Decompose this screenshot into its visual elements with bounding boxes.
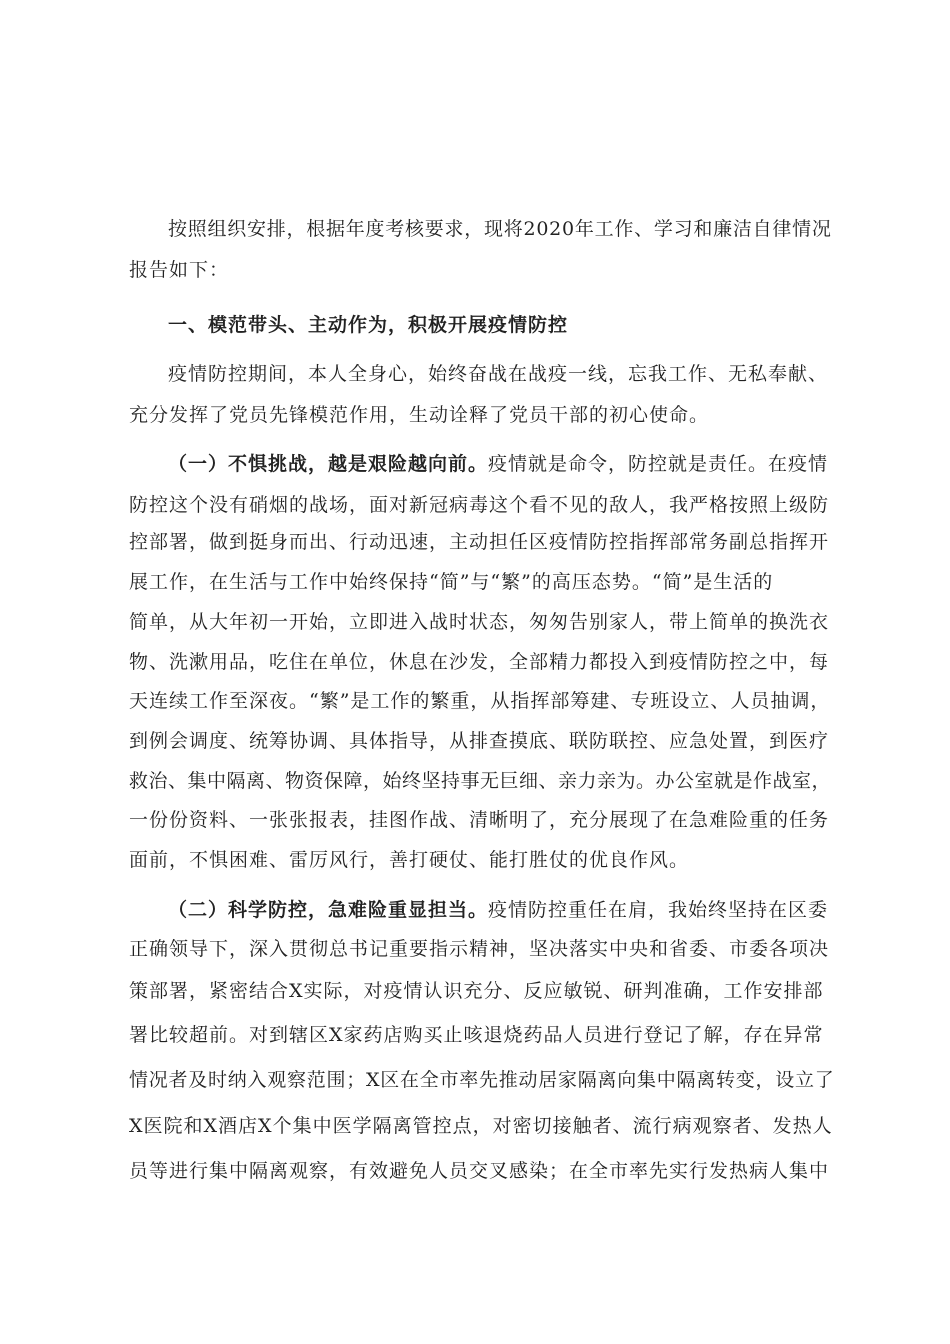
intro-line-1: 按照组织安排，根据年度考核要求，现将2020年工作、学习和廉洁自律情况 (168, 218, 832, 240)
subsection2-line: 员等进行集中隔离观察，有效避免人员交叉感染；在全市率先实行发热病人集中 (129, 1160, 830, 1182)
subsection1-line: 面前，不惧困难、雷厉风行，善打硬仗、能打胜仗的优良作风。 (129, 849, 690, 871)
subsection1-first-line (168, 452, 828, 476)
subsection2-line: 署比较超前。对到辖区X家药店购买止咳退烧药品人员进行登记了解，存在异常 (129, 1024, 824, 1046)
subsection1-title: （一）不惧挑战，越是艰险越向前。 (168, 453, 489, 475)
subsection1-line: 简单，从大年初一开始，立即进入战时状态，匆匆告别家人，带上简单的换洗衣 (129, 611, 830, 633)
subsection1-line: 一份份资料、一张张报表，挂图作战、清晰明了，充分展现了在急难险重的任务 (129, 809, 830, 831)
subsection2-line: 情况者及时纳入观察范围；X区在全市率先推动居家隔离向集中隔离转变，设立了 (129, 1069, 835, 1091)
subsection1-line: 救治、集中隔离、物资保障，始终坚持事无巨细、亲力亲为。办公室就是作战室， (129, 770, 832, 792)
subsection1-line: 天连续工作至深夜。“繁”是工作的繁重，从指挥部筹建、专班设立、人员抽调， (129, 690, 831, 712)
subsection2-line: X医院和X酒店X个集中医学隔离管控点，对密切接触者、流行病观察者、发热人 (129, 1115, 833, 1137)
subsection2-line: 策部署，紧密结合X实际，对疫情认识充分、反应敏锐、研判准确，工作安排部 (129, 980, 824, 1002)
subsection2-first-line-rest: 疫情防控重任在肩，我始终坚持在区委 (488, 899, 829, 921)
subsection2-line: 正确领导下，深入贯彻总书记重要指示精神，坚决落实中央和省委、市委各项决 (129, 938, 830, 960)
subsection2-first-line (168, 898, 828, 922)
subsection2-title: （二）科学防控，急难险重显担当。 (168, 899, 489, 921)
subsection1-line: 物、洗漱用品，吃住在单位，休息在沙发，全部精力都投入到疫情防控之中，每 (129, 651, 830, 673)
subsection1-line: 展工作，在生活与工作中始终保持“简”与“繁”的高压态势。“简”是生活的 (129, 571, 774, 593)
section-heading: 一、模范带头、主动作为，积极开展疫情防控 (168, 314, 569, 336)
section1-para-line-2: 充分发挥了党员先锋模范作用，生动诠释了党员干部的初心使命。 (129, 404, 710, 426)
subsection1-line: 到例会调度、统筹协调、具体指导，从排查摸底、联防联控、应急处置，到医疗 (129, 730, 830, 752)
subsection1-first-line-rest: 疫情就是命令，防控就是责任。在疫情 (488, 453, 829, 475)
subsection1-line: 防控这个没有硝烟的战场，面对新冠病毒这个看不见的敌人，我严格按照上级防 (129, 494, 830, 516)
subsection1-line: 控部署，做到挺身而出、行动迅速，主动担任区疫情防控指挥部常务副总指挥开 (129, 531, 830, 553)
section1-para-line-1: 疫情防控期间，本人全身心，始终奋战在战疫一线，忘我工作、无私奉献、 (168, 363, 829, 385)
intro-line-2: 报告如下： (129, 259, 230, 281)
